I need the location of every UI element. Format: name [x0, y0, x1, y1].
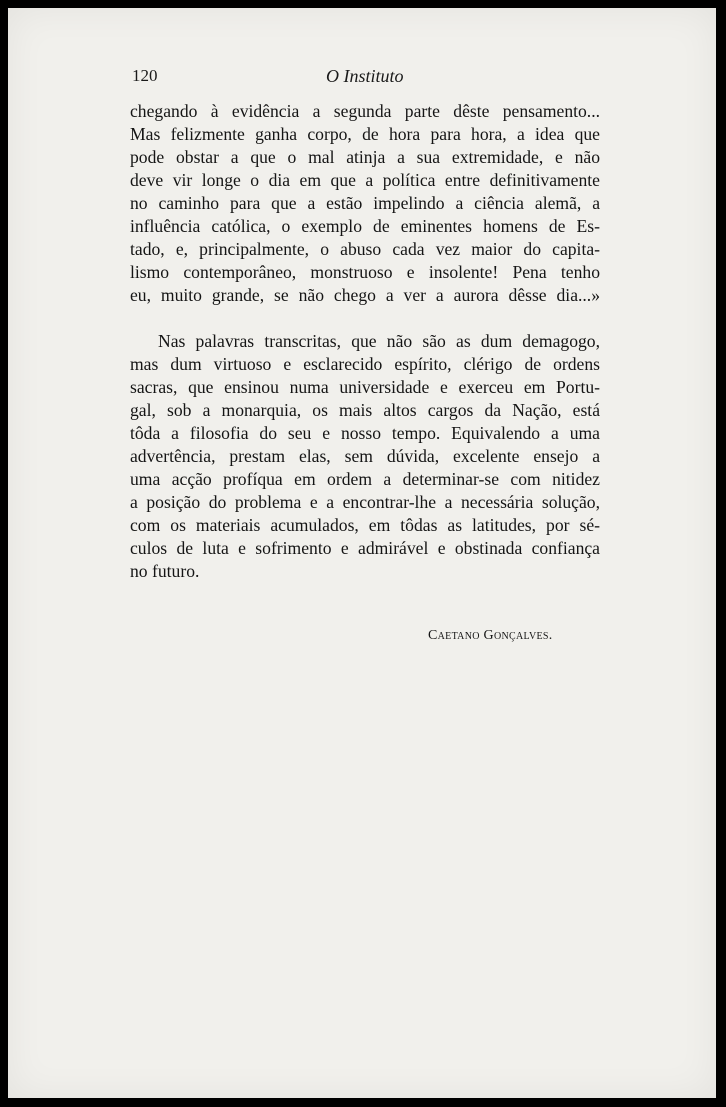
- text-line: mas dum virtuoso e esclarecido espírito, clérigo de ordens: [130, 354, 600, 374]
- text-line: tôda a filosofia do seu e nosso tempo. Equivalendo a uma: [130, 423, 600, 443]
- text-line: sacras, que ensinou numa universidade e exerceu em Portu-: [130, 377, 600, 397]
- text-line: a posição do problema e a encontrar-lhe a necessária solução,: [130, 492, 600, 512]
- text-line: com os materiais acumulados, em tôdas as latitudes, por sé-: [130, 515, 600, 535]
- paragraph-2: [130, 330, 600, 583]
- body-text: [130, 100, 600, 583]
- text-line: advertência, prestam elas, sem dúvida, excelente ensejo a: [130, 446, 600, 466]
- text-line: no futuro.: [130, 561, 200, 581]
- text-line: deve vir longe o dia em que a política entre definitivamente: [130, 170, 600, 190]
- page-header: [8, 66, 716, 96]
- text-line: no caminho para que a estão impelindo a ciência alemã, a: [130, 193, 600, 213]
- text-line: uma acção profíqua em ordem a determinar-se com nitidez: [130, 469, 600, 489]
- text-line: gal, sob a monarquia, os mais altos cargos da Nação, está: [130, 400, 600, 420]
- text-line: Mas felizmente ganha corpo, de hora para hora, a idea que: [130, 124, 600, 144]
- text-line: culos de luta e sofrimento e admirável e obstinada confiança: [130, 538, 600, 558]
- text-line: pode obstar a que o mal atinja a sua extremidade, e não: [130, 147, 600, 167]
- paragraph-spacer: [130, 307, 600, 330]
- author-signature: Caetano Gonçalves.: [428, 628, 553, 643]
- text-line: tado, e, principalmente, o abuso cada vez maior do capita-: [130, 239, 600, 259]
- text-line: Nas palavras transcritas, que não são as dum demagogo,: [158, 331, 600, 351]
- running-title: O Instituto: [326, 66, 404, 86]
- text-line: influência católica, o exemplo de eminentes homens de Es-: [130, 216, 600, 236]
- paragraph-1: [130, 100, 600, 307]
- page-number: 120: [132, 66, 158, 85]
- document-page: [8, 8, 716, 1098]
- text-line: chegando à evidência a segunda parte dêste pensamento...: [130, 101, 600, 121]
- text-line: lismo contemporâneo, monstruoso e insolente! Pena tenho: [130, 262, 600, 282]
- text-line: eu, muito grande, se não chego a ver a aurora dêsse dia...»: [130, 285, 600, 305]
